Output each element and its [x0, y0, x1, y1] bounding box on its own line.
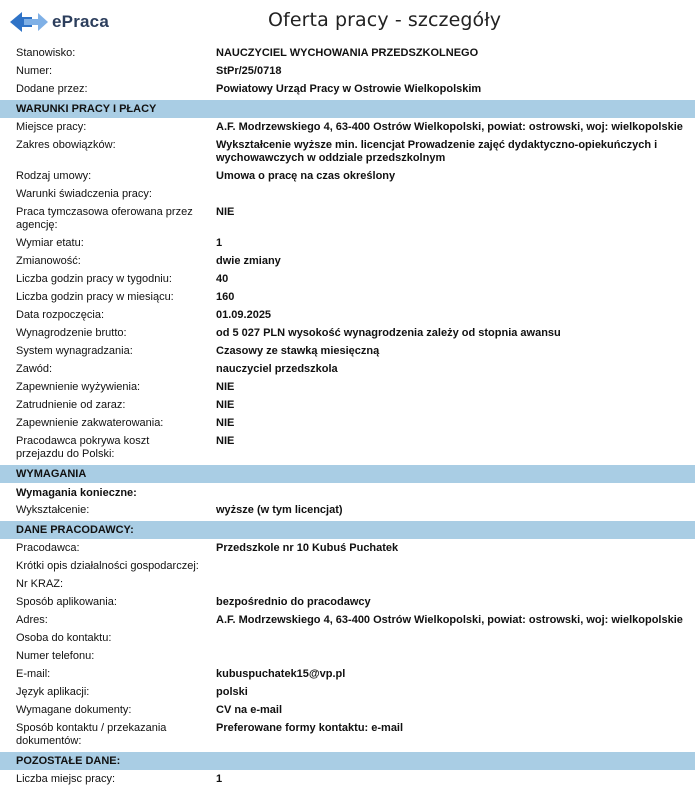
field-value: NIE: [216, 206, 235, 218]
field-value: bezpośrednio do pracodawcy: [216, 596, 371, 608]
field-label: Krótki opis działalności gospodarczej:: [16, 560, 199, 572]
logo-text: ePraca: [52, 12, 109, 31]
field-value: A.F. Modrzewskiego 4, 63-400 Ostrów Wielkopolski, powiat: ostrowski, woj: wielkopolskie: [216, 121, 683, 133]
field-value: Preferowane formy kontaktu: e-mail: [216, 722, 404, 734]
detail-row: [0, 168, 695, 186]
detail-row: [0, 379, 695, 397]
field-value: [200, 650, 695, 663]
detail-row: [0, 720, 695, 751]
page-header: [0, 0, 695, 44]
field-value: Umowa o pracę na czas określony: [216, 170, 396, 182]
field-value: NAUCZYCIEL WYCHOWANIA PRZEDSZKOLNEGO: [216, 47, 479, 59]
field-label: Wykształcenie:: [16, 504, 90, 516]
detail-row: [0, 771, 695, 789]
field-label: System wynagradzania:: [16, 345, 133, 357]
field-value: 01.09.2025: [216, 309, 272, 321]
field-label: Zawód:: [16, 363, 53, 375]
field-label: Liczba godzin pracy w miesiącu:: [16, 291, 174, 303]
field-value: wyższe (w tym licencjat): [216, 504, 343, 516]
detail-row: [0, 289, 695, 307]
detail-row: [0, 137, 695, 168]
detail-row: [0, 540, 695, 558]
field-value: [200, 632, 695, 645]
detail-row: [0, 397, 695, 415]
field-label: Zmianowość:: [16, 255, 81, 267]
detail-row: [0, 45, 695, 63]
field-label: Zatrudnienie od zaraz:: [16, 399, 126, 411]
offer-details: [0, 45, 695, 789]
field-label: Stanowisko:: [16, 47, 76, 59]
field-label: Numer telefonu:: [16, 650, 95, 662]
detail-row: [0, 81, 695, 99]
field-value: [207, 560, 695, 573]
detail-row: [0, 576, 695, 594]
section-header-pracodawca: DANE PRACODAWCY:: [0, 521, 695, 539]
detail-row: [0, 684, 695, 702]
epraca-logo-icon: [8, 9, 50, 35]
field-value: [200, 188, 695, 201]
field-value: 160: [216, 291, 235, 303]
detail-row: [0, 186, 695, 204]
email-value[interactable]: kubuspuchatek15@vp.pl: [216, 668, 346, 680]
field-label: Liczba miejsc pracy:: [16, 773, 116, 785]
field-label: Praca tymczasowa oferowana przez agencję:: [16, 206, 193, 231]
field-value: NIE: [216, 417, 235, 429]
detail-row: [0, 433, 695, 464]
field-label: Adres:: [16, 614, 48, 626]
detail-row: [0, 119, 695, 137]
detail-row: [0, 271, 695, 289]
field-value: Przedszkole nr 10 Kubuś Puchatek: [216, 542, 399, 554]
field-label: Wynagrodzenie brutto:: [16, 327, 127, 339]
field-value: Czasowy ze stawką miesięczną: [216, 345, 380, 357]
field-value: polski: [216, 686, 248, 698]
detail-row: [0, 235, 695, 253]
warunki-rows: [0, 119, 695, 464]
detail-row: [0, 204, 695, 235]
detail-row: [0, 612, 695, 630]
field-value: A.F. Modrzewskiego 4, 63-400 Ostrów Wielkopolski, powiat: ostrowski, woj: wielkopolskie: [216, 614, 683, 626]
field-label: Pracodawca pokrywa koszt przejazdu do Polski:: [16, 435, 150, 460]
field-label: Wymagane dokumenty:: [16, 704, 132, 716]
field-value: Powiatowy Urząd Pracy w Ostrowie Wielkopolskim: [216, 83, 482, 95]
page-title: Oferta pracy - szczegóły: [268, 9, 502, 31]
field-label: Data rozpoczęcia:: [16, 309, 105, 321]
field-label: Język aplikacji:: [16, 686, 90, 698]
field-label: Miejsce pracy:: [16, 121, 87, 133]
field-label: Zapewnienie zakwaterowania:: [16, 417, 164, 429]
field-label: Pracodawca:: [16, 542, 80, 554]
field-label: Osoba do kontaktu:: [16, 632, 112, 644]
field-value: nauczyciel przedszkola: [216, 363, 338, 375]
field-value: StPr/25/0718: [216, 65, 282, 77]
detail-row: [0, 666, 695, 684]
detail-row: [0, 558, 695, 576]
field-value: 1: [216, 773, 223, 785]
field-label: Numer:: [16, 65, 53, 77]
detail-row: [0, 63, 695, 81]
field-value: [200, 578, 695, 591]
subsection-title: Wymagania konieczne:: [16, 487, 137, 499]
field-label: Sposób kontaktu / przekazania dokumentów:: [16, 722, 167, 747]
detail-row: [0, 702, 695, 720]
field-value: NIE: [216, 381, 235, 393]
detail-row: [0, 325, 695, 343]
field-label: Liczba godzin pracy w tygodniu:: [16, 273, 172, 285]
field-value: 40: [216, 273, 229, 285]
pracodawca-rows: [0, 540, 695, 751]
field-label: Warunki świadczenia pracy:: [16, 188, 152, 200]
field-label: Wymiar etatu:: [16, 237, 84, 249]
section-header-wymagania: WYMAGANIA: [0, 465, 695, 483]
field-value: Wykształcenie wyższe min. licencjat Prowadzenie zajęć dydaktyczno-opiekuńczych i wychowawczych w oddziale przedszkolnym: [216, 139, 658, 164]
field-label: Zapewnienie wyżywienia:: [16, 381, 141, 393]
detail-row: [0, 343, 695, 361]
field-label: Rodzaj umowy:: [16, 170, 92, 182]
section-header-warunki: WARUNKI PRACY I PŁACY: [0, 100, 695, 118]
field-value: NIE: [216, 435, 235, 447]
field-label: Zakres obowiązków:: [16, 139, 116, 151]
field-value: od 5 027 PLN wysokość wynagrodzenia zależy od stopnia awansu: [216, 327, 561, 339]
field-label: E-mail:: [16, 668, 51, 680]
field-label: Dodane przez:: [16, 83, 88, 95]
detail-row: [0, 415, 695, 433]
epraca-logo[interactable]: [8, 8, 128, 36]
field-value: NIE: [216, 399, 235, 411]
field-value: dwie zmiany: [216, 255, 281, 267]
detail-row: [0, 648, 695, 666]
field-value: 1: [216, 237, 223, 249]
detail-row: [0, 502, 695, 520]
detail-row: [0, 307, 695, 325]
field-value: CV na e-mail: [216, 704, 283, 716]
detail-row: [0, 630, 695, 648]
detail-row: [0, 253, 695, 271]
field-label: Nr KRAZ:: [16, 578, 64, 590]
section-header-pozostale: POZOSTAŁE DANE:: [0, 752, 695, 770]
detail-row: [0, 361, 695, 379]
field-label: Sposób aplikowania:: [16, 596, 117, 608]
detail-row: [0, 594, 695, 612]
